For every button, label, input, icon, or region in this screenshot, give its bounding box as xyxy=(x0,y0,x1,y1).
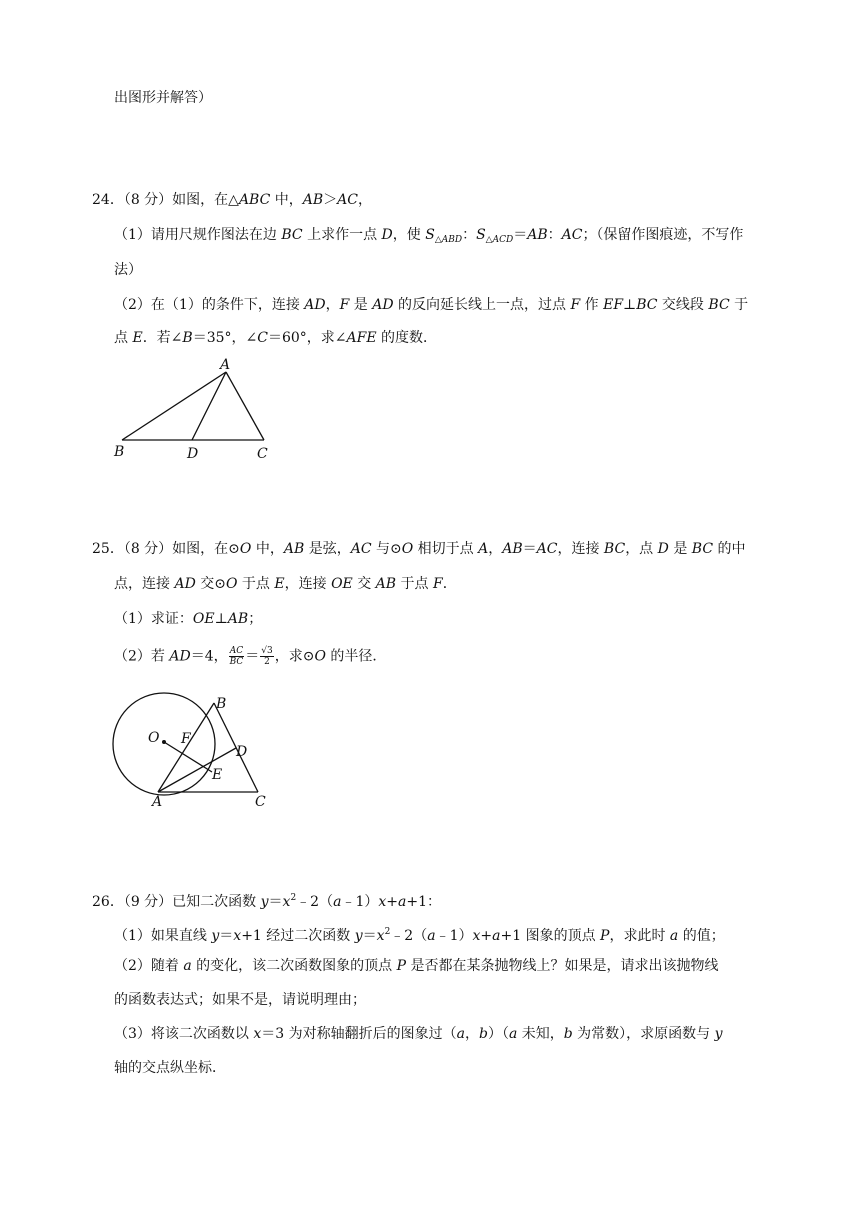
q26-part2-cont: 的函数表达式；如果不是，请说明理由； xyxy=(114,992,366,1008)
label-B: B xyxy=(114,444,125,460)
q25-circle-figure xyxy=(108,686,272,810)
q24-part2-cont: 点 E．若∠B＝35°，∠C＝60°，求∠AFE 的度数． xyxy=(114,330,438,346)
q26-heading: 26．（9 分）已知二次函数 $y=x^2﹣2(a﹣1)x+a+1$： xyxy=(92,893,442,910)
q26-part1: （1）如果直线 y＝x+1 经过二次函数 $y=x^2﹣2(a﹣1)x+a+1$ 图象的顶点 P，求此时 a 的值； xyxy=(114,927,725,944)
q24-part1: （1）请用尺规作图法在边 BC 上求作一点 D，使 $S_{\triangle ABD}$：$S_{\triangle ACD}=AB$：AC；（保留作图痕迹，不写作 xyxy=(114,227,744,245)
center-point xyxy=(162,740,166,744)
continued-text: 出图形并解答） xyxy=(114,90,212,106)
q25-heading-cont: 点，连接 AD 交⊙O 于点 E，连接 OE 交 AB 于点 F． xyxy=(114,576,457,592)
q24-triangle-figure xyxy=(110,354,280,466)
label-A: A xyxy=(152,794,163,810)
label-C: C xyxy=(257,446,268,462)
ratio-sqrt3-over-2: $\frac{√3}{2}$ xyxy=(261,646,273,667)
q26-part2: （2）随着 a 的变化，该二次函数图象的顶点 P 是否都在某条抛物线上？如果是，请求出该抛物线 xyxy=(114,958,719,974)
label-E: E xyxy=(212,767,223,783)
q24-part1-cont: 法） xyxy=(114,262,142,278)
label-A: A xyxy=(220,357,231,373)
q24-part2: （2）在（1）的条件下，连接 AD，F 是 AD 的反向延长线上一点，过点 F 作 EF⊥BC 交线段 BC 于 xyxy=(114,297,749,313)
label-D: D xyxy=(236,744,248,760)
label-B: B xyxy=(216,696,227,712)
ratio-ac-bc: $\frac{AC}{BC}$ xyxy=(229,646,244,667)
label-O: O xyxy=(148,730,160,746)
q25-part1: （1）求证：OE⊥AB； xyxy=(114,611,263,627)
q26-part3-cont: 轴的交点纵坐标． xyxy=(114,1060,226,1076)
q24-heading: 24．（8 分）如图，在△ABC 中，AB＞AC， xyxy=(92,192,372,208)
q25-part2: （2）若 AD＝4， $\frac{AC}{BC}$ ＝ $\frac{√3}{2}$ ，求⊙O 的半径． xyxy=(114,646,387,667)
label-F: F xyxy=(181,731,191,747)
q25-heading: 25．（8 分）如图，在⊙O 中，AB 是弦，AC 与⊙O 相切于点 A，AB＝AC，连接 BC，点 D 是 BC 的中 xyxy=(92,541,746,557)
q26-part3: （3）将该二次函数以 x＝3 为对称轴翻折后的图象过（a，b）（a 未知，b 为常数），求原函数与 y xyxy=(114,1026,723,1042)
label-C: C xyxy=(255,794,266,810)
label-D: D xyxy=(187,446,199,462)
